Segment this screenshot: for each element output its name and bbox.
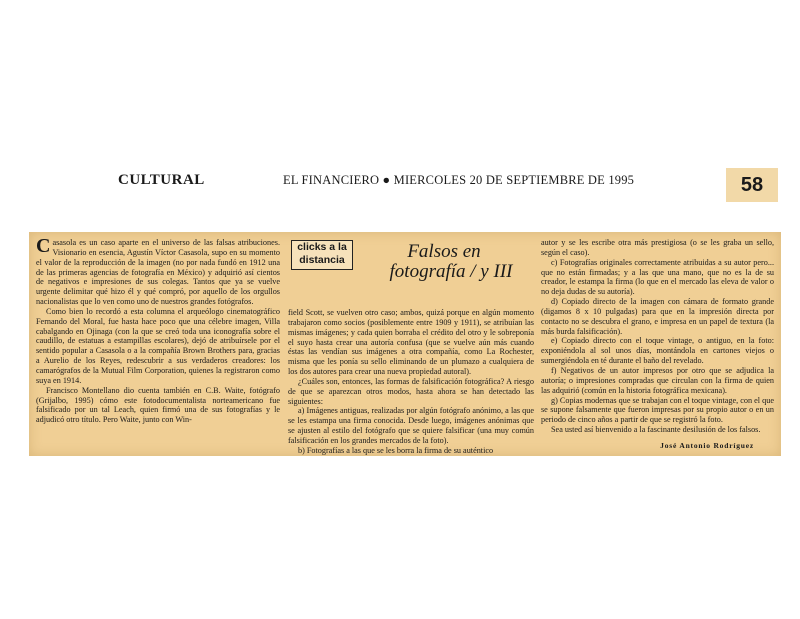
paragraph: Francisco Montellano dio cuenta también en C.B. Waite, fotógrafo (Grijalbo, 1995) cómo este fotodocumentalista norteamericano fue falsificado por un tal Leach, quien firmó una de sus fotografías y le adjudicó otro título. Pero Waite, junto con Win-: [36, 385, 280, 425]
paragraph: Casasola es un caso aparte en el universo de las falsas atribuciones. Visionario en esencia, Agustín Víctor Casasola, supo en su momento el valor de la reproducción de la imagen (no por nada fundó en 1912 una de las primeras agencias de fotografía en México) y adquirió así cientos de negativos e impresiones de sus colegas. Tantos que ya se vuelve urgente delimitar qué hizo él y qué compró, por aquello de los orgullos nacionalistas que lo ven como uno de nuestros grandes fotógrafos.: [36, 235, 280, 307]
page-number: 58: [726, 168, 778, 202]
section-label: CULTURAL: [118, 172, 205, 188]
paragraph: Sea usted así bienvenido a la fascinante desilusión de los falsos.: [551, 425, 761, 435]
paragraph: c) Fotografías originales correctamente atribuidas a su autor pero... que no están firmadas; y a las que una mano, que no es la de su creador, le estampa la firma (lo que en el mercado las eleva de valor o no deja dudas de su autoría).: [541, 257, 774, 297]
newspaper-clipping: [29, 232, 781, 456]
paragraph: f) Negativos de un autor impresos por otro que se adjudica la autoría; o impresiones compradas que circulan con la firma de quien las adquirió (común en la historia fotográfica mexicana).: [541, 365, 774, 395]
title-line-2: fotografía / y III: [389, 261, 513, 282]
byline: José Antonio Rodríguez: [660, 440, 754, 450]
article-column-3: [541, 238, 774, 451]
title-line-1: Falsos en: [407, 241, 481, 262]
page-header: [118, 168, 778, 202]
paragraph: g) Copias modernas que se trabajan con el toque vintage, con el que se supone falsamente que fueron impresas por su propio autor o en un periodo de cinco años a partir de que se registró la foto.: [541, 395, 774, 425]
paragraph: Como bien lo recordó a esta columna el arqueólogo cinematográfico Fernando del Moral, fue hasta hace poco que una célebre imagen, Villa cabalgando en Ojinaga (con la que se creó toda una iconografía sobre el caudillo, de estatuas a estampillas escolares), dejó de atribuírsele por el sentido popular a Casasola o a la compañía Brown Brothers para, gracias a Aurelio de los Reyes, redescubrir a sus verdaderos creadores: los camarógrafos de la Mutual Film Corporation, quienes la registraron como suya en 1914.: [36, 306, 280, 385]
paragraph: ¿Cuáles son, entonces, las formas de falsificación fotográfica? A riesgo de que se aparezcan otros modos, hasta ahora se han detectado las siguientes:: [288, 376, 534, 406]
article-column-1: [36, 235, 280, 425]
dropcap: C: [36, 235, 51, 257]
article-title: [369, 242, 519, 282]
paragraph: a) Imágenes antiguas, realizadas por algún fotógrafo anónimo, a las que se les estampa una firma conocida. Desde luego, imágenes anónimas que se ajusten al estilo del fotógrafo que se quiere falsificar (una muy común falsificación en los grandes mercados de la foto).: [288, 406, 534, 445]
article-column-2: [288, 308, 534, 456]
column-tag: clicks a la distancia: [291, 240, 353, 270]
paragraph: autor y se les escribe otra más prestigiosa (o se les graba un sello, según el caso).: [541, 238, 774, 257]
masthead: EL FINANCIERO ● MIERCOLES 20 DE SEPTIEMBRE DE 1995: [283, 173, 635, 187]
paragraph: field Scott, se vuelven otro caso; ambos, quizá porque en algún momento trabajaron como socios (posiblemente entre 1909 y 1911), se atribuían las mismas imágenes; y cada quien borraba el crédito del otro y le sobreponía el suyo hasta crear una autoría confusa (que se vuelve aún más cuando éstas las vendían sus imágenes a otra compañía, como La Rochester, misma que les ponía su sello eliminando de un plumazo a cualquiera de los dos autores para crear una nueva propiedad autoral).: [288, 308, 534, 377]
paragraph: e) Copiado directo con el toque vintage, o antiguo, en la foto: exponiéndola al sol unos días, montándola en cartones viejos o sumergiéndola en té durante el baño del revelado.: [541, 336, 774, 366]
paragraph: d) Copiado directo de la imagen con cámara de formato grande (digamos 8 x 10 pulgadas) para que en la impresión directa por contacto no se descubra el grano, e impresa en un papel de textura (la más burda falsificación).: [541, 297, 774, 336]
paragraph: b) Fotografías a las que se les borra la firma de su auténtico: [298, 445, 494, 455]
